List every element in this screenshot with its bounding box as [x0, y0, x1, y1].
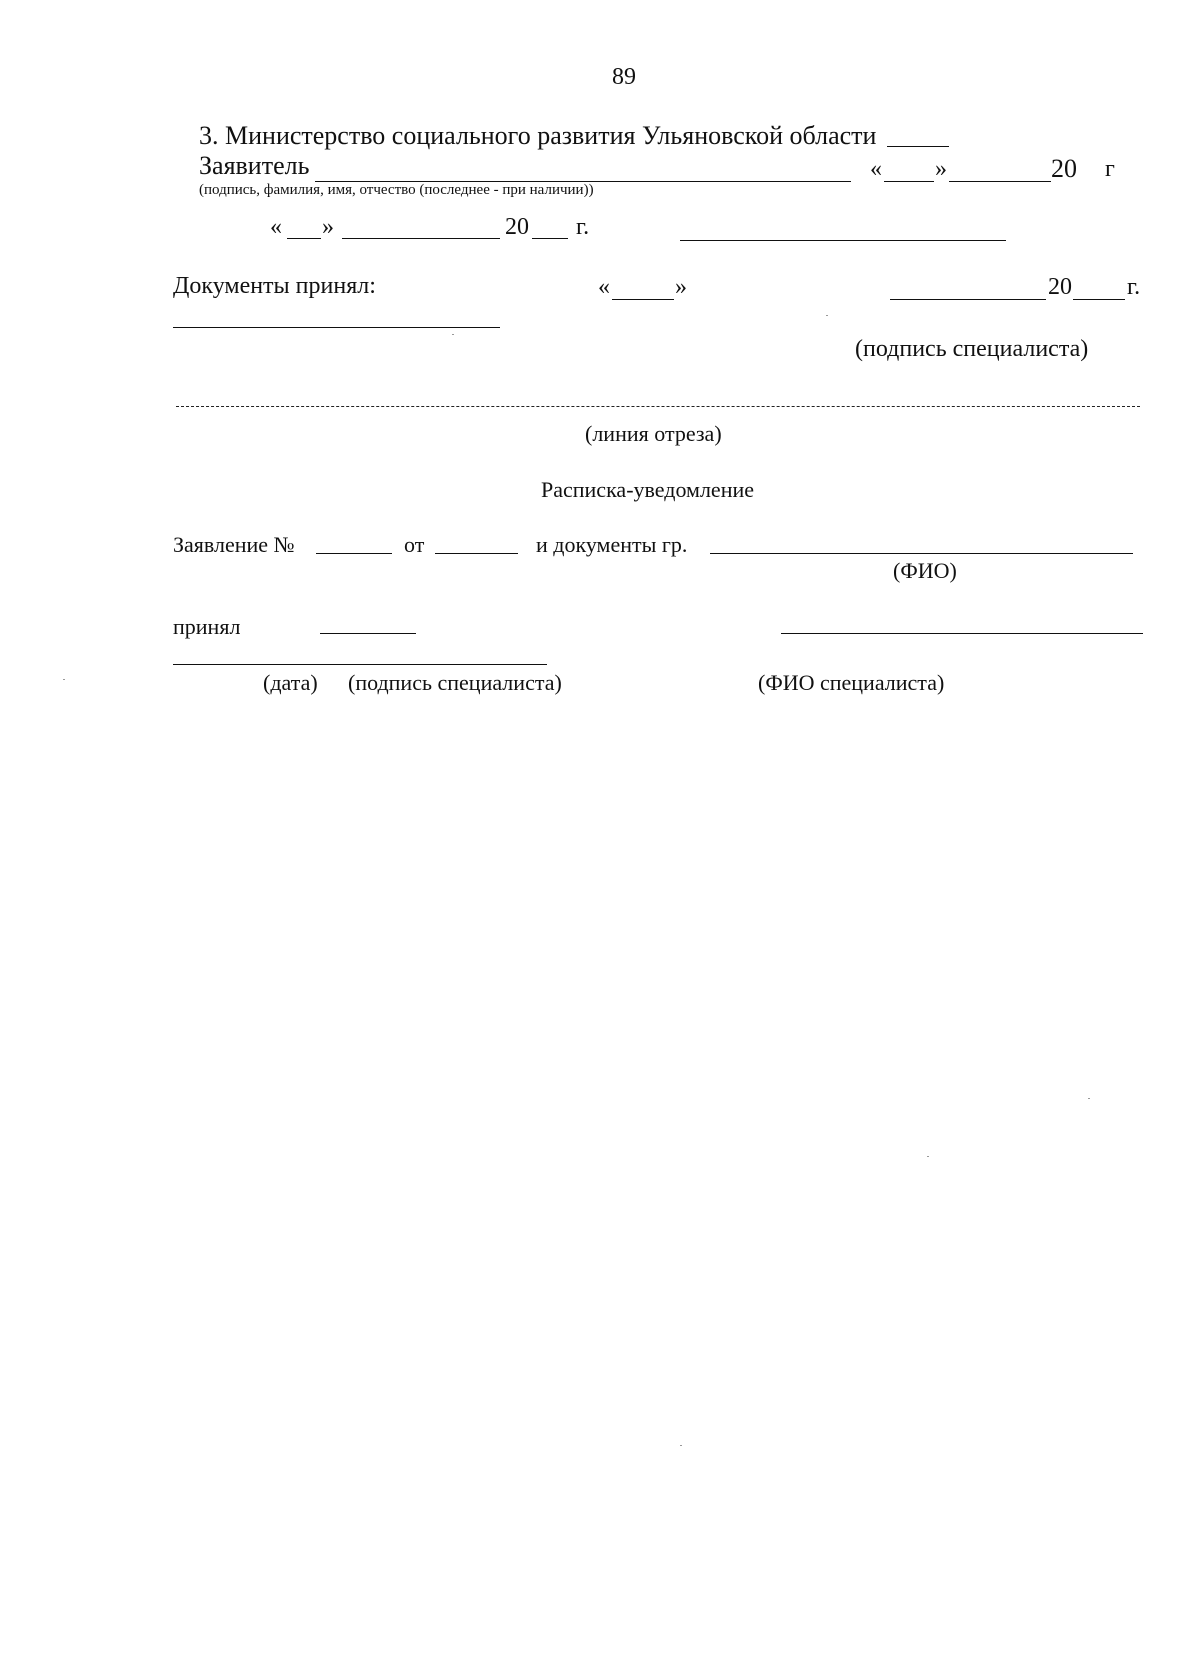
accepted-quote-open: «: [598, 274, 610, 300]
accepted-quote-close: »: [675, 274, 687, 300]
statement-number-field[interactable]: [316, 553, 392, 554]
scan-speck: [826, 315, 828, 316]
specialist-fio-field[interactable]: [781, 633, 1143, 634]
cut-line: [176, 406, 1140, 407]
scan-speck: [680, 1445, 682, 1446]
date2-quote-open: «: [270, 214, 282, 240]
accepted-day-field[interactable]: [612, 299, 674, 300]
date2-signature-field[interactable]: [680, 240, 1006, 241]
date2-day-field[interactable]: [287, 238, 321, 239]
accepted-year-field[interactable]: [1073, 299, 1125, 300]
applicant-hint: (подпись, фамилия, имя, отчество (последнее - при наличии)): [199, 182, 594, 198]
docs-label: и документы гр.: [536, 532, 688, 557]
scan-speck: [63, 679, 65, 680]
statement-date-field[interactable]: [435, 553, 518, 554]
applicant-year-prefix: 20: [1051, 154, 1077, 183]
date2-year-suffix: г.: [576, 214, 590, 240]
specialist-fio-hint: (ФИО специалиста): [758, 670, 945, 695]
applicant-label: Заявитель: [199, 151, 310, 180]
applicant-year-suffix: г: [1105, 156, 1115, 182]
citizen-fio-field[interactable]: [710, 553, 1133, 554]
date2-month-field[interactable]: [342, 238, 500, 239]
specialist-signature-hint: (подпись специалиста): [348, 670, 562, 695]
applicant-quote-close: »: [935, 156, 947, 182]
accepted-by-label: принял: [173, 614, 241, 639]
fio-hint: (ФИО): [893, 558, 957, 583]
scan-speck: [1088, 1098, 1090, 1099]
accepted-year-prefix: 20: [1048, 274, 1072, 300]
from-label: от: [404, 532, 425, 557]
accepted-left-field[interactable]: [173, 327, 500, 328]
statement-label: Заявление №: [173, 532, 295, 557]
scan-speck: [927, 1156, 929, 1157]
specialist-signature-field[interactable]: [173, 664, 547, 665]
date2-quote-close: »: [322, 214, 334, 240]
cut-line-label: (линия отреза): [585, 421, 722, 446]
accepted-year-suffix: г.: [1127, 274, 1141, 300]
accepted-month-field[interactable]: [890, 299, 1046, 300]
applicant-day-field[interactable]: [884, 181, 934, 182]
section-title-blank[interactable]: [887, 146, 949, 147]
scan-speck: [452, 334, 454, 335]
receipt-title: Расписка-уведомление: [541, 477, 755, 502]
accepted-label: Документы принял:: [173, 273, 376, 299]
applicant-quote-open: «: [870, 156, 882, 182]
date2-year-field[interactable]: [532, 238, 568, 239]
accepted-signature-hint: (подпись специалиста): [855, 336, 1089, 362]
section-title: 3. Министерство социального развития Ульяновской области: [199, 121, 877, 150]
date-hint: (дата): [263, 670, 318, 695]
date2-year-prefix: 20: [505, 214, 529, 240]
page-number: 89: [612, 64, 636, 90]
applicant-month-field[interactable]: [949, 181, 1051, 182]
accepted-date-field[interactable]: [320, 633, 416, 634]
